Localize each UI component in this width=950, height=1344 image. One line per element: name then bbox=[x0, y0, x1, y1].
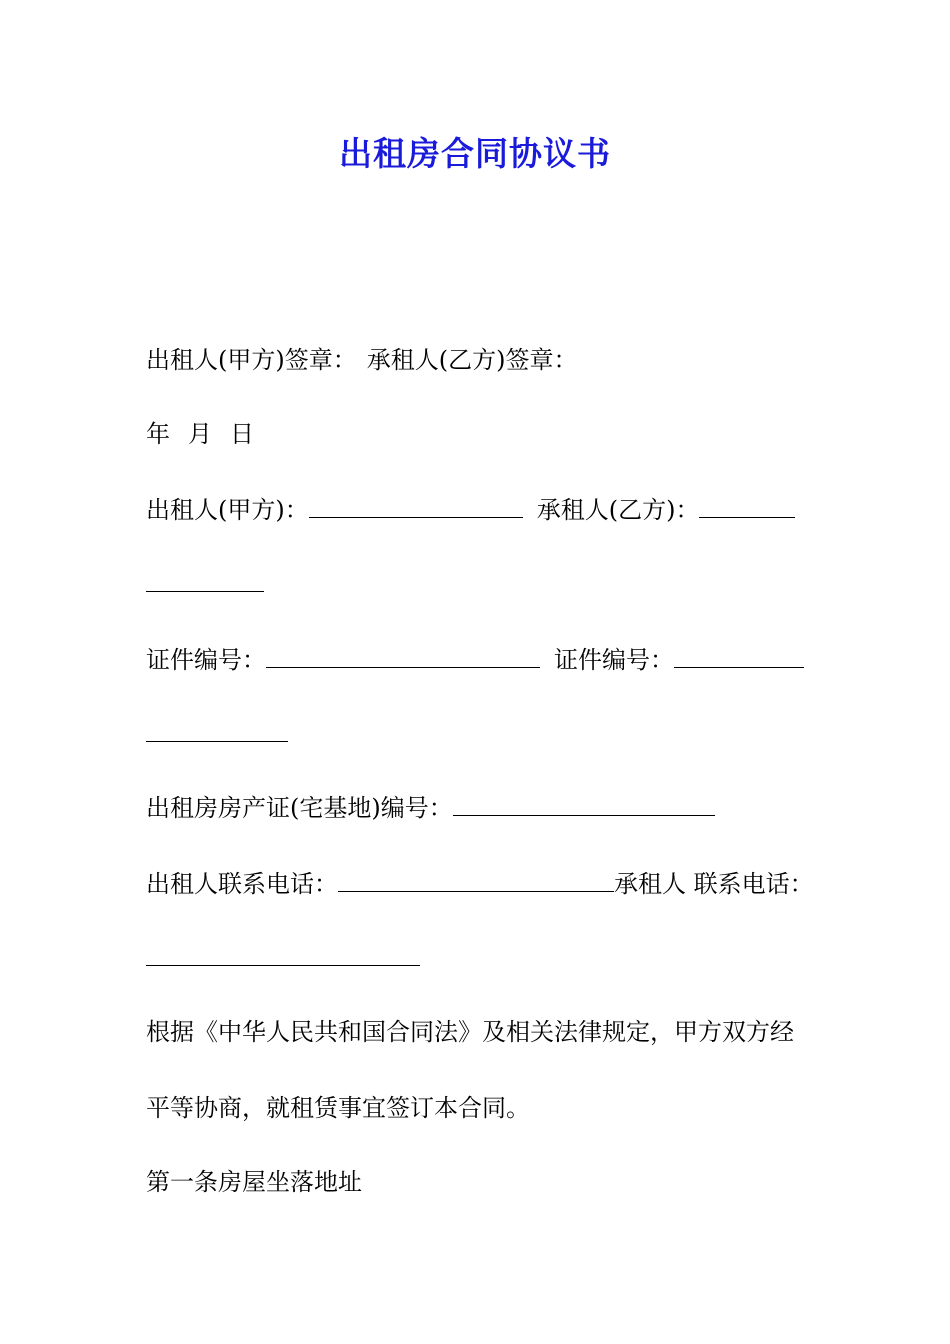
date-day-label: 日 bbox=[230, 420, 254, 448]
lessee-id-label: 证件编号： bbox=[554, 646, 674, 674]
date-month-label: 月 bbox=[188, 420, 212, 448]
intro-paragraph-line-2: 平等协商，就租赁事宜签订本合同。 bbox=[146, 1094, 530, 1122]
lessee-name-label: 承租人(乙方)： bbox=[536, 496, 700, 524]
lessor-phone-blank bbox=[338, 871, 614, 892]
lessee-phone-label: 承租人 联系电话： bbox=[614, 870, 814, 898]
property-cert-blank bbox=[453, 795, 715, 816]
property-cert-line bbox=[146, 792, 715, 824]
lessor-name-blank bbox=[309, 497, 523, 518]
lessor-phone-label: 出租人联系电话： bbox=[146, 870, 338, 898]
document-title: 出租房合同协议书 bbox=[339, 134, 611, 173]
lessee-id-blank-continued bbox=[146, 721, 288, 742]
id-numbers-line bbox=[146, 644, 804, 676]
intro-paragraph-line-1: 根据《中华人民共和国合同法》及相关法律规定，甲方双方经 bbox=[146, 1018, 794, 1046]
lessee-id-blank bbox=[674, 647, 804, 668]
property-cert-label: 出租房房产证(宅基地)编号： bbox=[146, 794, 453, 822]
lessor-id-blank bbox=[266, 647, 540, 668]
lessor-signature-label: 出租人(甲方)签章： bbox=[146, 346, 357, 374]
lessee-phone-blank bbox=[146, 945, 420, 966]
parties-line-continued bbox=[146, 568, 264, 600]
lessee-signature-label: 承租人(乙方)签章： bbox=[366, 346, 578, 374]
date-year-label: 年 bbox=[146, 420, 170, 448]
phones-line-continued bbox=[146, 942, 420, 974]
lessee-name-blank bbox=[699, 497, 795, 518]
date-line bbox=[146, 418, 254, 450]
lessee-name-blank-continued bbox=[146, 571, 264, 592]
phones-line bbox=[146, 868, 814, 900]
signature-line bbox=[146, 344, 577, 376]
id-numbers-line-continued bbox=[146, 718, 288, 750]
article-1-heading: 第一条房屋坐落地址 bbox=[146, 1168, 362, 1196]
lessor-id-label: 证件编号： bbox=[146, 646, 266, 674]
parties-line bbox=[146, 494, 795, 526]
lessor-name-label: 出租人(甲方)： bbox=[146, 496, 309, 524]
